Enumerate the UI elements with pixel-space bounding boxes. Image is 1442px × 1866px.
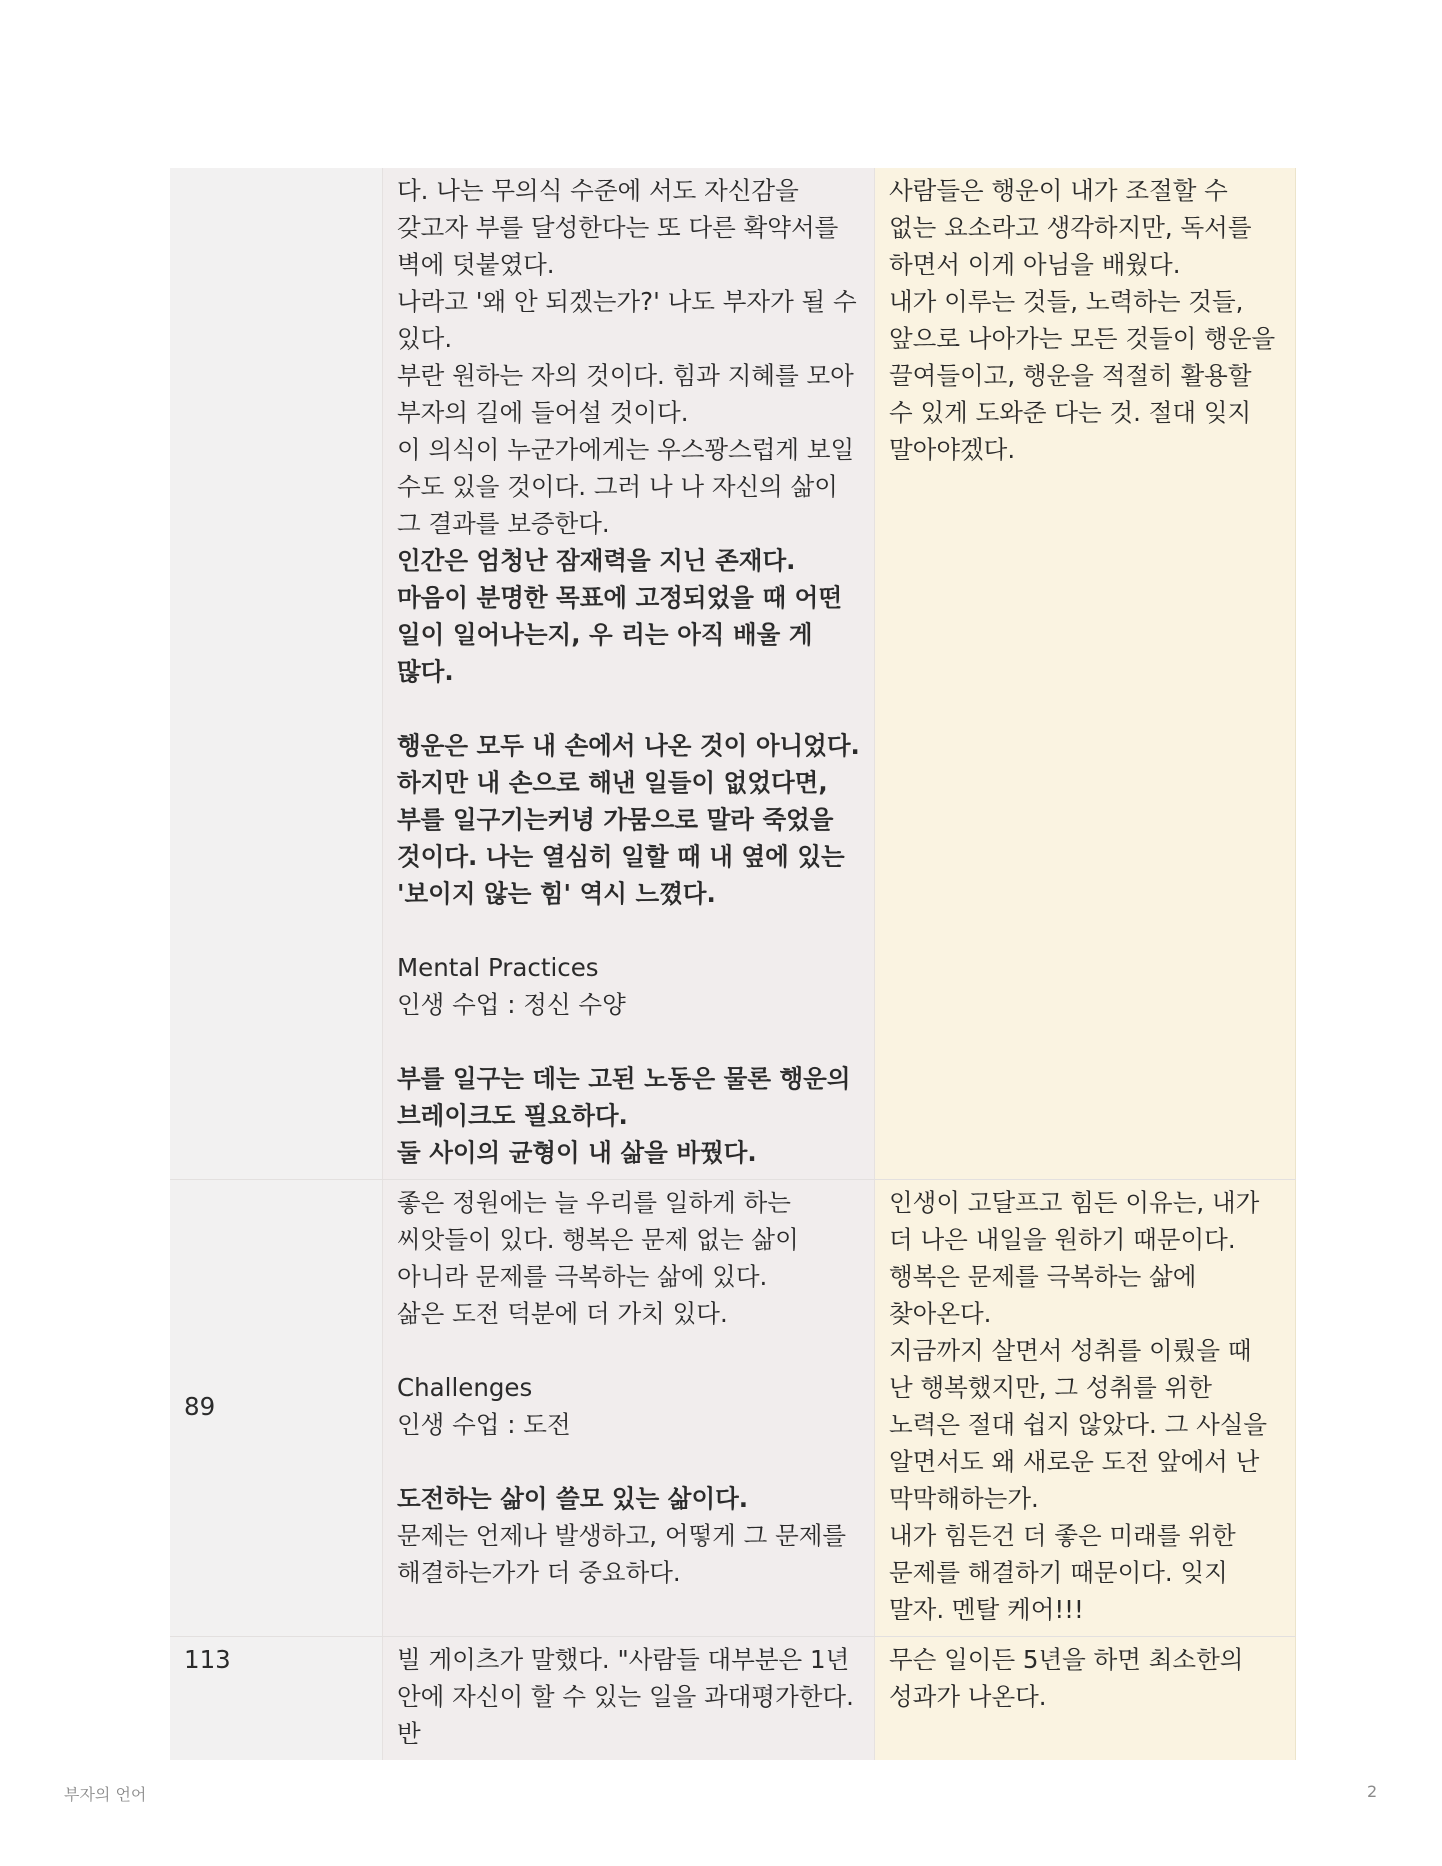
note-paragraph: 사람들은 행운이 내가 조절할 수 없는 요소라고 생각하지만, 독서를 하면서 이게 아님을 배웠다. xyxy=(889,176,1252,279)
table-row xyxy=(170,1180,1296,1637)
row-number: 113 xyxy=(184,1645,231,1674)
row-number-cell xyxy=(170,168,383,1180)
note-paragraph: 인생이 고달프고 힘든 이유는, 내가 더 나은 내일을 원하기 때문이다. 행복은 문제를 극복하는 삶에 찾아온다. xyxy=(889,1188,1260,1328)
quote-cell xyxy=(383,1637,875,1761)
paragraph-gap xyxy=(397,1332,860,1369)
table-row xyxy=(170,168,1296,1180)
footer-page-number: 2 xyxy=(1367,1782,1378,1801)
quote-paragraph: 인생 수업 : 정신 수양 xyxy=(397,990,626,1019)
quote-paragraph: 행운은 모두 내 손에서 나온 것이 아니었다. 하지만 내 손으로 해낸 일들이 없었다면, 부를 일구기는커녕 가뭄으로 말라 죽었을 것이다. 나는 열심히 일할 때 내 옆에 있는 '보이지 않는 힘' 역시 느꼈다. xyxy=(397,731,860,908)
quote-paragraph: 문제는 언제나 발생하고, 어떻게 그 문제를 해결하는가가 더 중요하다. xyxy=(397,1521,847,1587)
quote-paragraph: Mental Practices xyxy=(397,953,599,982)
row-number: 89 xyxy=(184,1391,216,1421)
paragraph-gap xyxy=(397,690,860,727)
quote-paragraph: 인간은 엄청난 잠재력을 지닌 존재다. 마음이 분명한 목표에 고정되었을 때 어떤 일이 일어나는지, 우 리는 아직 배울 게 많다. xyxy=(397,546,842,686)
quote-paragraph: 나라고 '왜 안 되겠는가?' 나도 부자가 될 수 있다. xyxy=(397,287,857,353)
paragraph-gap xyxy=(397,1443,860,1480)
footer-book-title: 부자의 언어 xyxy=(64,1785,147,1804)
quote-cell xyxy=(383,1180,875,1637)
note-paragraph: 내가 이루는 것들, 노력하는 것들, 앞으로 나아가는 모든 것들이 행운을 끌여들이고, 행운을 적절히 활용할 수 있게 도와준 다는 것. 절대 잊지 말아야겠다. xyxy=(889,287,1276,464)
quote-paragraph: 인생 수업 : 도전 xyxy=(397,1410,571,1439)
note-cell xyxy=(875,1637,1296,1761)
quote-paragraph: Challenges xyxy=(397,1373,533,1402)
quote-cell xyxy=(383,168,875,1180)
row-number-cell xyxy=(170,1637,383,1761)
note-cell xyxy=(875,168,1296,1180)
quote-paragraph: 부란 원하는 자의 것이다. 힘과 지혜를 모아 부자의 길에 들어설 것이다. xyxy=(397,361,854,427)
notes-table-body xyxy=(170,168,1296,1760)
note-paragraph: 지금까지 살면서 성취를 이뤘을 때 난 행복했지만, 그 성취를 위한 노력은 절대 쉽지 않았다. 그 사실을 알면서도 왜 새로운 도전 앞에서 난 막막해하는가. xyxy=(889,1336,1268,1513)
quote-paragraph: 빌 게이츠가 말했다. "사람들 대부분은 1년 안에 자신이 할 수 있는 일을 과대평가한다. 반 xyxy=(397,1645,854,1748)
row-number-cell xyxy=(170,1180,383,1637)
note-paragraph: 무슨 일이든 5년을 하면 최소한의 성과가 나온다. xyxy=(889,1645,1244,1711)
note-cell xyxy=(875,1180,1296,1637)
quote-paragraph: 다. 나는 무의식 수준에 서도 자신감을 갖고자 부를 달성한다는 또 다른 확약서를 벽에 덧붙였다. xyxy=(397,176,839,279)
quote-paragraph: 도전하는 삶이 쓸모 있는 삶이다. xyxy=(397,1484,749,1513)
paragraph-gap xyxy=(397,912,860,949)
quote-paragraph: 삶은 도전 덕분에 더 가치 있다. xyxy=(397,1299,728,1328)
quote-paragraph: 좋은 정원에는 늘 우리를 일하게 하는 씨앗들이 있다. 행복은 문제 없는 삶이 아니라 문제를 극복하는 삶에 있다. xyxy=(397,1188,799,1291)
quote-paragraph: 둘 사이의 균형이 내 삶을 바꿨다. xyxy=(397,1138,757,1167)
paragraph-gap xyxy=(397,1023,860,1060)
table-row xyxy=(170,1637,1296,1761)
notes-table xyxy=(170,168,1296,1760)
quote-paragraph: 이 의식이 누군가에게는 우스꽝스럽게 보일 수도 있을 것이다. 그러 나 나 자신의 삶이 그 결과를 보증한다. xyxy=(397,435,855,538)
quote-paragraph: 부를 일구는 데는 고된 노동은 물론 행운의 브레이크도 필요하다. xyxy=(397,1064,851,1130)
note-paragraph: 내가 힘든건 더 좋은 미래를 위한 문제를 해결하기 때문이다. 잊지 말자. 멘탈 케어!!! xyxy=(889,1521,1236,1624)
